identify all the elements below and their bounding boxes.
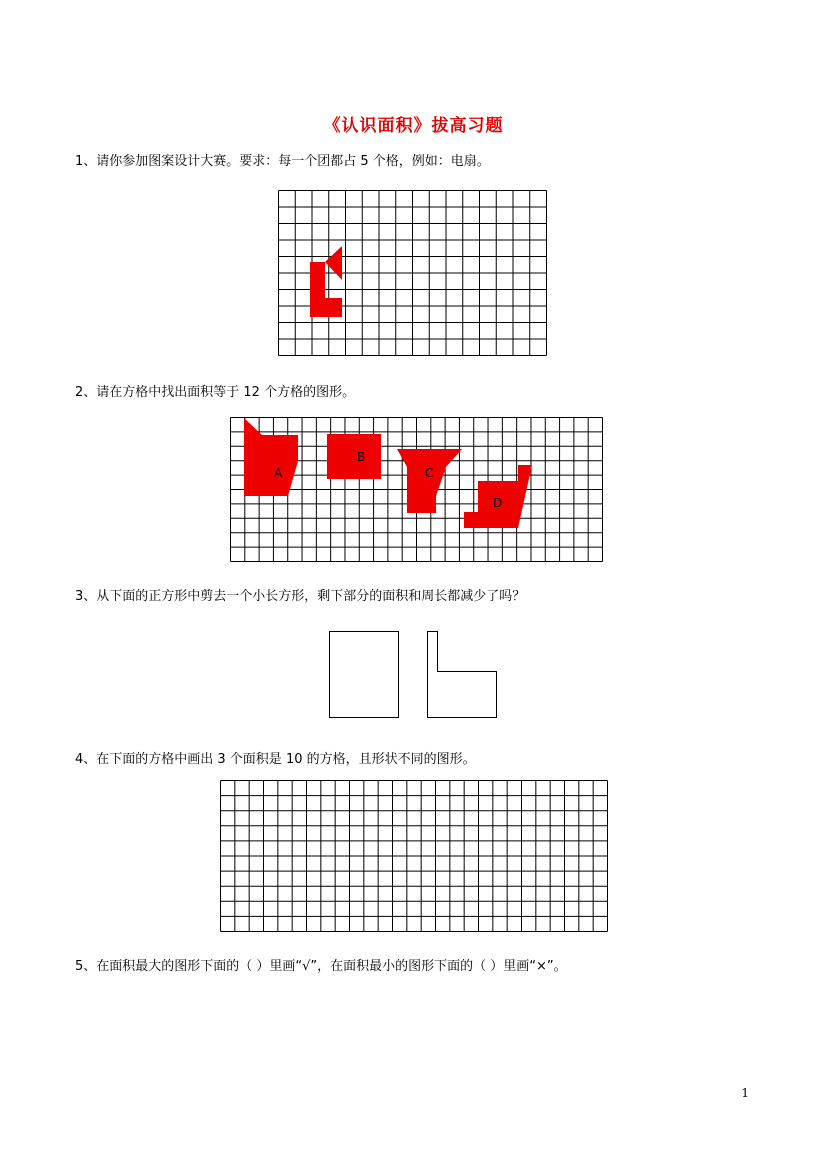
question-3: 3、从下面的正方形中剪去一个小长方形，剩下部分的面积和周长都减少了吗？ bbox=[75, 589, 526, 604]
shape-label-c: C bbox=[425, 466, 434, 480]
page-number: 1 bbox=[741, 1086, 749, 1100]
grid-figure-2 bbox=[230, 417, 603, 562]
grid-figure-4 bbox=[220, 780, 608, 932]
shape-label-a: A bbox=[274, 466, 283, 480]
question-5: 5、在面积最大的图形下面的（ ）里画“√”，在面积最小的图形下面的（ ）里画“×”。 bbox=[75, 959, 567, 974]
grid-figure-1 bbox=[278, 190, 547, 356]
shape-a bbox=[244, 418, 298, 496]
question-4: 4、在下面的方格中画出 3 个面积是 10 的方格，且形状不同的图形。 bbox=[75, 752, 476, 767]
fan-blade bbox=[325, 246, 342, 280]
square-original bbox=[330, 632, 399, 718]
question-2: 2、请在方格中找出面积等于 12 个方格的图形。 bbox=[75, 385, 356, 400]
page-title: 《认识面积》拔高习题 bbox=[323, 116, 504, 136]
question-1: 1、请你参加图案设计大赛。要求：每一个团都占 5 个格，例如：电扇。 bbox=[75, 154, 490, 169]
shape-label-b: B bbox=[357, 450, 366, 464]
shape-label-d: D bbox=[493, 496, 503, 510]
shape-b bbox=[327, 434, 381, 479]
square-cut bbox=[428, 632, 497, 718]
shape-c bbox=[397, 449, 462, 513]
square-cut-figure bbox=[320, 625, 510, 725]
